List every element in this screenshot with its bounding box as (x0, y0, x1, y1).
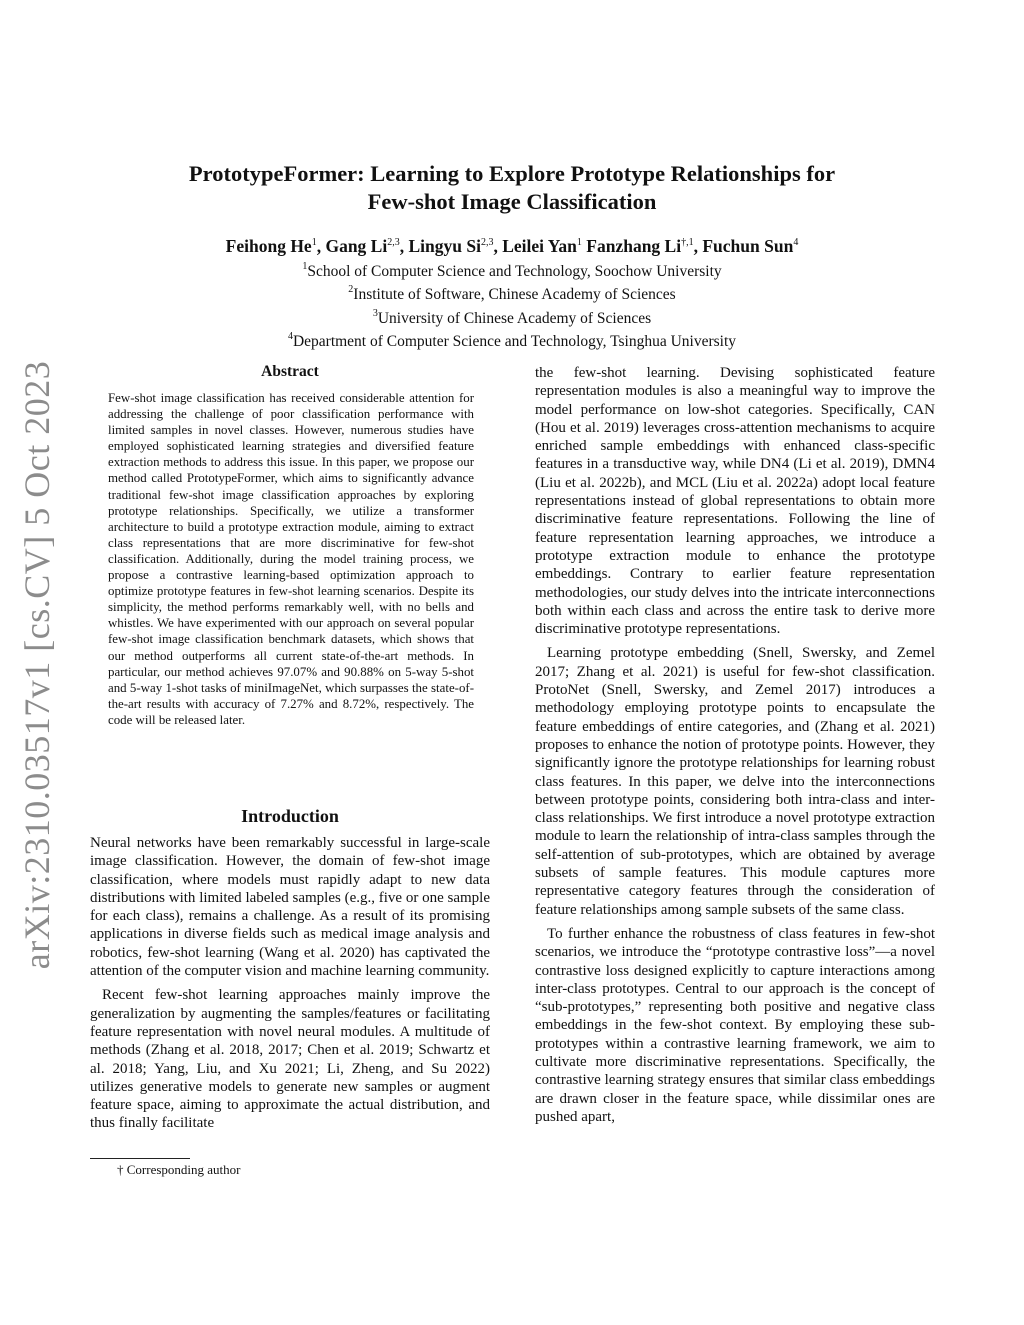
author-separator: , (316, 236, 326, 256)
title-line-2: Few-shot Image Classification (367, 189, 657, 214)
author-list (100, 231, 924, 258)
affiliation-text: University of Chinese Academy of Sciences (377, 309, 652, 327)
affiliation (100, 305, 924, 328)
arxiv-stamp (15, 360, 59, 970)
paper-title (100, 160, 924, 216)
author-separator: , (399, 236, 409, 256)
footnote: † Corresponding author (117, 1162, 241, 1177)
arxiv-identifier: arXiv:2310.03517v1 [cs.CV] 5 Oct 2023 (17, 360, 58, 970)
body-paragraph: the few-shot learning. Devising sophisticated feature representation modules is also a meaningful way to improve the model performance on low-shot categories. Specifically, CAN (Hou et al. 2019) leverages cross-attention mechanisms to acquire enriched sample embeddings with enhanced class-specific features in a transductive way, while DN4 (Li et al. 2019), DMN4 (Liu et al. 2022b), and MCL (Liu et al. 2022a) adopt local feature representations instead of global representations to obtain more discriminative feature representations. Following the line of feature representation learning approaches, we introduce a prototype extraction module to enhance the prototype embeddings. Contrary to earlier feature representation methodologies, our study delves into the intricate interconnections both within each class and across the entire task to derive more discriminative prototype representations. (535, 365, 935, 638)
affiliation-list (100, 258, 924, 351)
affiliation (100, 258, 924, 281)
author-affiliation-mark: 4 (793, 237, 799, 248)
author-name: Fuchun Sun (702, 236, 794, 256)
abstract-body (108, 390, 474, 728)
author-affiliation-mark: 1 (576, 237, 582, 248)
author-name: Feihong He (225, 236, 312, 256)
affiliation (100, 328, 924, 351)
body-paragraph: To further enhance the robustness of class features in few-shot scenarios, we introduce the “prototype contrastive loss”—a novel contrastive loss designed explicitly to capture interactions among inter-class prototypes. Central to our approach is the concept of “sub-prototypes,” representing both positive and negative class embeddings in the few-shot context. By employing these sub-prototypes within a contrastive learning framework, we aim to cultivate more discriminative representations. Specifically, the contrastive learning strategy ensures that similar class embeddings are drawn closer in the feature space, while dissimilar ones are pushed apart, (535, 925, 935, 1125)
affiliation-number: 1 (302, 261, 308, 272)
affiliation (100, 281, 924, 304)
body-paragraph: Recent few-shot learning approaches mainly improve the generalization by augmenting the samples/features or facilitating feature representation with novel neural modules. A multitude of methods (Zhang et al. 2018, 2017; Chen et al. 2019; Schwartz et al. 2018; Yang, Liu, and Xu 2021; Li, Zheng, and Su 2022) utilizes generative models to generate new samples or augment feature space, aiming to approximate the actual distribution, and thus finally facilitate (90, 987, 490, 1132)
affiliation-text: Department of Computer Science and Technology, Tsinghua University (292, 332, 737, 350)
footnote-divider (90, 1158, 190, 1159)
author-affiliation-mark: 1 (311, 237, 317, 248)
left-column-body (90, 834, 490, 1139)
affiliation-text: Institute of Software, Chinese Academy of Sciences (353, 286, 676, 304)
author-separator: , (493, 236, 503, 256)
author-name: Lingyu Si (408, 236, 481, 256)
body-paragraph: Learning prototype embedding (Snell, Swersky, and Zemel 2017; Zhang et al. 2021) is useful for few-shot classification. ProtoNet (Snell, Swersky, and Zemel 2017) introduces a methodology employing prototype points to encapsulate the feature embeddings of entire categories, and (Zhang et al. 2021) proposes to enhance the notion of prototype points. However, they significantly ignore the prototype relationships for learning robust class features. In this paper, we delve into the interconnections between prototype points, considering both intra-class and inter-class relationships. We first introduce a novel prototype extraction module to learn the relationship of intra-class samples through the self-attention of sub-prototypes, which are obtained by average subsets of sample features. This module captures more representative category features through the consideration of feature relationships among sample subsets of the same class. (535, 645, 935, 918)
body-paragraph: Neural networks have been remarkably successful in large-scale image classification. However, the domain of few-shot image classification, where models must rapidly adapt to new data distributions with limited labeled samples (e.g., five or one sample for each class), remains a challenge. As a result of its promising applications in diverse fields such as medical image analysis and robotics, few-shot learning (Wang et al. 2020) has captivated the attention of the computer vision and machine learning community. (90, 835, 490, 980)
abstract-heading: Abstract (261, 363, 319, 380)
affiliation-number: 3 (372, 307, 378, 319)
affiliation-number: 4 (287, 330, 293, 342)
author-name: Fanzhang Li (586, 236, 682, 256)
author-name: Leilei Yan (502, 236, 577, 256)
author-affiliation-mark: 2,3 (387, 237, 400, 248)
author-affiliation-mark: †,1 (681, 237, 694, 248)
introduction-heading: Introduction (241, 806, 339, 826)
author-name: Gang Li (325, 236, 388, 256)
author-affiliation-mark: 2,3 (480, 237, 494, 248)
title-line-1: PrototypeFormer: Learning to Explore Prototype Relationships for (188, 161, 836, 186)
abstract-paragraph: Few-shot image classification has received considerable attention for addressing the challenge of poor classification performance with limited samples in novel classes. However, numerous studies have employed sophisticated learning strategies and diversified feature extraction methods to address this issue. In this paper, we propose our method called PrototypeFormer, which aims to significantly advance traditional few-shot image classification approaches by exploring prototype relationships. Specifically, we utilize a transformer architecture to build a prototype extraction module, aiming to extract class representations that are more discriminative for few-shot classification. Additionally, during the model training process, we propose a contrastive learning-based optimization approach to optimize prototype features in few-shot learning scenarios. Despite its simplicity, the method performs remarkably well, with no bells and whistles. We have experimented with our approach on several popular few-shot image classification benchmark datasets, which shows that our method outperforms all current state-of-the-art methods. In particular, our method achieves 97.07% and 90.88% on 5-way 5-shot and 5-way 1-shot tasks of miniImageNet, which surpasses the state-of-the-art results with accuracy of 7.27% and 8.72%, respectively. The code will be released later. (108, 391, 474, 727)
right-column-body (535, 364, 935, 1132)
affiliation-text: School of Computer Science and Technology, Soochow University (307, 263, 722, 280)
author-separator: , (693, 236, 703, 256)
affiliation-number: 2 (348, 284, 354, 296)
